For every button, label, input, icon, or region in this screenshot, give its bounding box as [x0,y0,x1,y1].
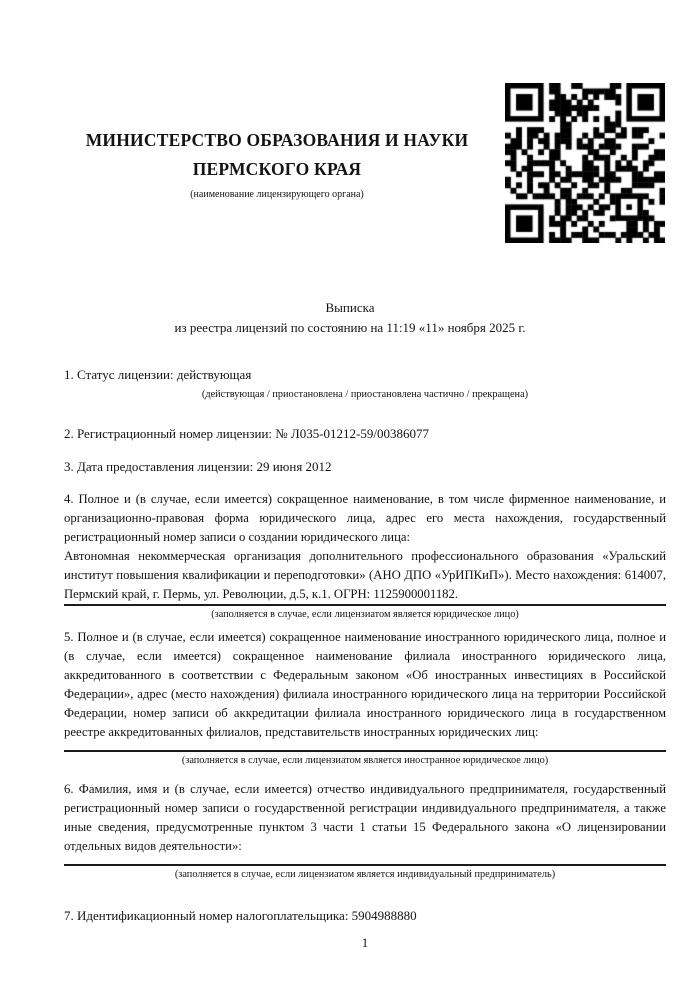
ministry-name-line1: МИНИСТЕРСТВО ОБРАЗОВАНИЯ И НАУКИ [85,130,469,150]
grant-date-text: 3. Дата предоставления лицензии: 29 июня 2012 [64,459,332,474]
item-grant-date [64,457,666,478]
foreign-entity-caption: (заполняется в случае, если лицензиатом является иностранное юридическое лицо) [64,750,666,768]
license-status-text: 1. Статус лицензии: действующая [64,367,252,382]
licensing-authority-caption: (наименование лицензирующего органа) [190,189,364,200]
document-header [0,0,700,243]
entrepreneur-description: 6. Фамилия, имя и (в случае, если имеется) отчество индивидуального предпринимателя, государственный регистрационный номер записи о государственной регистрации индивидуального предпринимателя, а также иные сведения, предусмотренные пунктом 3 части 1 статьи 15 Федерального закона «О лицензировании отдельных видов деятельности»: [64,781,666,853]
item-license-status [64,365,666,402]
foreign-entity-description: 5. Полное и (в случае, если имеется) сокращенное наименование иностранного юридического лица, полное и (в случае, если имеется) сокращенное наименование филиала иностранного юридического лица, аккредитованного в соответствии с Федеральным законом «Об иностранных инвестициях в Российской Федерации», адрес (место нахождения) филиала иностранного юридического лица на территории Российской Федерации, номер записи об аккредитации филиала иностранного юридического лица в государственном реестре аккредитованных филиалов, представительств иностранных юридических лиц: [64,629,666,739]
legal-entity-description: 4. Полное и (в случае, если имеется) сокращенное наименование, в том числе фирменное наименование, и организационно-правовая форма юридического лица, адрес его места нахождения, государственный регистрационный номер записи о создании юридического лица: [64,491,666,544]
page-number: 1 [361,935,369,950]
item-legal-entity [64,490,666,622]
item-taxpayer-number [64,906,666,927]
registration-number-text: 2. Регистрационный номер лицензии: № Л035-01212-59/00386077 [64,425,430,441]
page-footer [64,934,666,951]
document-title [0,298,700,338]
entrepreneur-blank-field [64,856,666,864]
ministry-name-line2: ПЕРМСКОГО КРАЯ [192,159,362,179]
legal-entity-value: Автономная некоммерческая организация дополнительного профессионального образования «Уральский институт повышения квалификации и переподготовки» (АНО ДПО «УрИПКиП»). Место нахождения: 614007, Пермский край, г. Пермь, ул. Революции, д.5, к.1. ОГРН: 1125900001182. [64,548,666,601]
document-body [0,365,700,951]
qr-code [505,83,665,243]
license-status-caption: (действующая / приостановлена / приостановлена частично / прекращена) [201,388,529,400]
item-registration-number [64,424,666,445]
foreign-entity-blank-field [64,742,666,750]
document-title-line2: из реестра лицензий по состоянию на 11:19 «11» ноября 2025 г. [174,320,526,335]
taxpayer-number-text: 7. Идентификационный номер налогоплательщика: 5904988880 [64,907,417,923]
licensing-authority-block [64,126,490,201]
item-individual-entrepreneur [64,780,666,882]
item-foreign-entity [64,628,666,768]
document-title-line1: Выписка [325,300,375,315]
legal-entity-caption: (заполняется в случае, если лицензиатом является юридическое лицо) [64,604,666,622]
entrepreneur-caption: (заполняется в случае, если лицензиатом является индивидуальный предприниматель) [64,864,666,882]
